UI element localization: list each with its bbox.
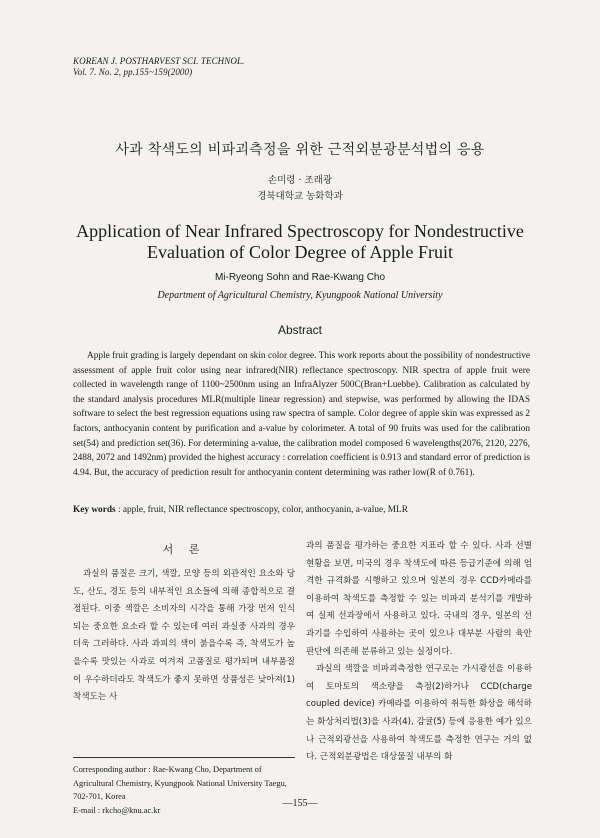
right-column xyxy=(306,538,532,767)
keywords-label: Key words xyxy=(73,505,116,515)
page-number: —155— xyxy=(282,798,318,809)
journal-header xyxy=(73,56,244,78)
korean-authors: 손미령 · 조래광 xyxy=(267,175,333,186)
intro-paragraph-1: 과실의 품질은 크기, 색깔, 모양 등의 외관적인 요소와 당도, 산도, 경도 등의 내부적인 요소들에 의해 종합적으로 결정된다. 이중 색깔은 소비자의 시각을 통해 가장 먼저 인식되는 중요한 요소라 할 수 있는데 여러 과실중 사과의 경우 더욱 그러하다. 사과 과피의 색이 붉을수록 즉, 착색도가 높을수록 맛있는 사과로 여겨져 고품질로 평가되며 내부품질이 우수하더라도 착색도가 좋지 못하면 상품성은 낮아져(1) 착색도는 사 xyxy=(73,569,295,703)
intro-paragraph-2: 과실의 색깔을 비파괴측정한 연구로는 가시광선을 이용하여 토마토의 색소량을 측정(2)하거나 CCD(charge coupled device) 카메라를 이용하여 취득한 화상을 해석하는 화상처리법(3)을 사과(4), 감귤(5) 등에 응용한 예가 있으나 근적외광선을 사용하여 착색도를 측정한 연구는 거의 없다. 근적외분광법은 대상물질 내부의 화 xyxy=(306,664,532,763)
correspondence-email: E-mail : rkcho@knu.ac.kr xyxy=(73,805,161,815)
journal-volume: Vol. 7. No. 2, pp.155~159(2000) xyxy=(73,67,193,77)
english-title-line-2: Evaluation of Color Degree of Apple Fruit xyxy=(147,242,453,262)
english-authors: Mi-Ryeong Sohn and Rae-Kwang Cho xyxy=(214,272,386,283)
keywords-text: : apple, fruit, NIR reflectance spectroscopy, color, anthocyanin, a-value, MLR xyxy=(117,505,408,515)
correspondence-author: Corresponding author : Rae-Kwang Cho, Department of Agricultural Chemistry, Kyungpook National University Taegu, 702-701, Korea xyxy=(73,765,287,802)
english-title-line-1: Application of Near Infrared Spectroscopy for Nondestructive xyxy=(76,221,524,241)
correspondence-footnote xyxy=(73,763,297,817)
footnote-divider xyxy=(73,757,295,758)
english-title xyxy=(0,221,600,263)
korean-title: 사과 착색도의 비파괴측정을 위한 근적외분광분석법의 응용 xyxy=(115,142,485,158)
korean-affiliation: 경북대학교 농화학과 xyxy=(257,191,343,202)
left-column xyxy=(73,566,295,707)
journal-name: KOREAN J. POSTHARVEST SCI. TECHNOL. xyxy=(73,56,245,66)
abstract-heading: Abstract xyxy=(277,323,322,337)
intro-paragraph-continued: 과의 품질을 평가하는 중요한 지표라 할 수 있다. 사과 선별현황을 보면, 미국의 경우 착색도에 따른 등급기준에 의해 엄격한 규격화를 시행하고 있으며 일본의 경우 CCD카메라를 이용하여 착색도를 측정할 수 있는 비파괴 분석기를 개발하여 실제 선과장에서 사용하고 있다. 국내의 경우, 일본의 선과기를 수입하여 사용하는 곳이 있으나 대부분 사람의 육안판단에 의존해 분류하고 있는 실정이다. xyxy=(306,541,532,657)
keywords xyxy=(73,504,533,516)
abstract-text: Apple fruit grading is largely dependant on skin color degree. This work reports about the possibility of nondestructive assessment of apple fruit color using near infrared(NIR) reflectance spectroscopy. NIR spectra of apple fruit were collected in wavelength range of 1100~2500nm using an InfraAlyzer 500C(Bran+Luebbe). Calibration as calculated by the standard analysis procedures MLR(multiple linear regression) and stepwise, was performed by allowing the IDAS software to select the best regression equations using raw spectra of sample. Color degree of apple skin was expressed as 2 factors, anthocyanin content by purification and a-value by colorimeter. A total of 90 fruits was used for the calibration set(54) and prediction set(36). For determining a-value, the calibration model composed 6 wavelengths(2076, 2120, 2276, 2488, 2072 and 1492nm) provided the highest accuracy : correlation coefficient is 0.913 and standard error of prediction is 4.94. But, the accuracy of prediction result for anthocyanin content determining was rather low(R of 0.761). xyxy=(73,351,530,478)
english-affiliation: Department of Agricultural Chemistry, Kyungpook National University xyxy=(157,290,443,301)
section-heading-introduction: 서 론 xyxy=(162,543,206,556)
